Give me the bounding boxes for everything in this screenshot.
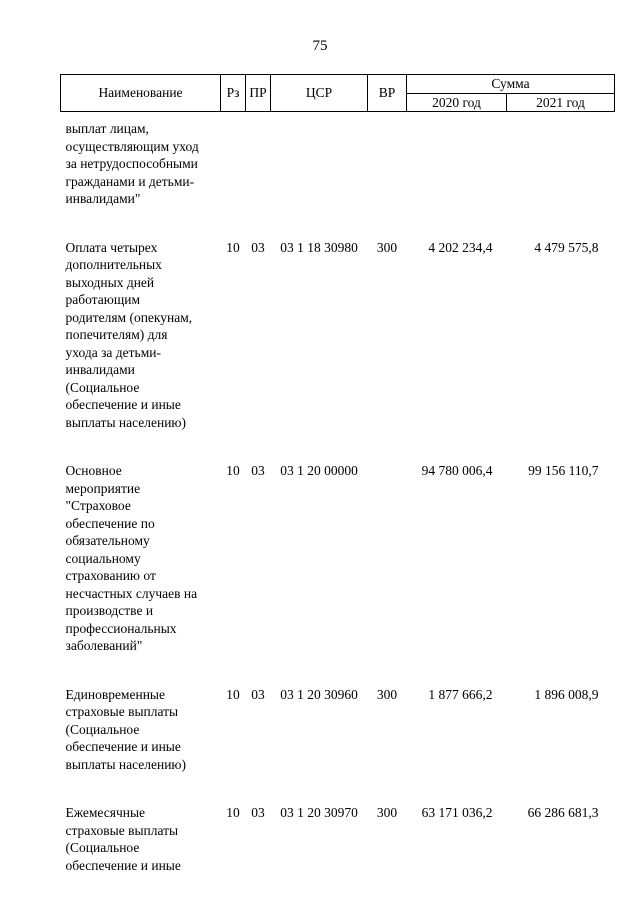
budget-table <box>60 74 615 905</box>
header-name: Наименование <box>61 75 221 112</box>
row-csr: 03 1 20 00000 <box>280 463 358 478</box>
row-sum-2021: 66 286 681,3 <box>527 805 599 820</box>
header-pr: ПР <box>246 75 271 112</box>
row-sum-2021: 99 156 110,7 <box>528 463 599 478</box>
header-csr: ЦСР <box>271 75 368 112</box>
row-name: Единовременные страховые выплаты (Социальное обеспечение и иные выплаты населению) <box>65 686 187 772</box>
row-name: Оплата четырех дополнительных выходных дней работающим родителям (опекунам, попечителям) для ухода за детьми- инвалидами (Социальное обеспечение и иные выплаты населению) <box>65 239 193 430</box>
row-rz: 10 <box>226 686 240 702</box>
row-sum-2020 <box>407 112 507 239</box>
header-year-2021: 2021 год <box>507 93 615 112</box>
row-rz <box>221 112 246 239</box>
row-name: выплат лицам, осуществляющим уход за нетрудоспособными гражданами и детьми- инвалидами" <box>65 121 199 206</box>
row-rz: 10 <box>226 463 240 478</box>
row-pr: 03 <box>251 686 265 702</box>
page-number: 75 <box>312 38 328 54</box>
row-sum-2020: 4 202 234,4 <box>428 239 493 255</box>
row-pr: 03 <box>251 239 265 255</box>
row-vr: 300 <box>376 686 398 702</box>
row-csr: 03 1 18 30980 <box>280 239 358 255</box>
row-rz: 10 <box>226 805 240 820</box>
row-pr: 03 <box>251 805 265 820</box>
row-csr <box>271 112 368 239</box>
table-row <box>61 686 615 805</box>
row-sum-2021: 1 896 008,9 <box>534 686 599 702</box>
row-csr: 03 1 20 30960 <box>280 686 358 702</box>
row-sum-2020: 94 780 006,4 <box>421 463 493 478</box>
row-vr: 300 <box>376 239 398 255</box>
row-vr <box>368 112 407 239</box>
row-rz: 10 <box>226 239 240 255</box>
row-sum-2020: 1 877 666,2 <box>428 686 493 702</box>
table-header <box>61 75 615 112</box>
header-sum: Сумма <box>407 75 615 94</box>
row-sum-2021 <box>507 112 615 239</box>
row-pr: 03 <box>251 463 265 478</box>
table-row <box>61 112 615 239</box>
row-sum-2021: 4 479 575,8 <box>534 239 599 255</box>
row-name: Основное мероприятие "Страховое обеспечение по обязательному социальному страхованию от несчастных случаев на производстве и профессиональных заболеваний" <box>65 463 198 653</box>
row-csr: 03 1 20 30970 <box>280 805 358 820</box>
header-year-2020: 2020 год <box>407 93 507 112</box>
row-sum-2020: 63 171 036,2 <box>421 805 493 820</box>
row-name: Ежемесячные страховые выплаты (Социальное обеспечение и иные <box>65 805 181 873</box>
header-rz: Рз <box>221 75 246 112</box>
table-row <box>61 804 615 905</box>
table-row <box>61 239 615 463</box>
row-vr: 300 <box>376 805 398 820</box>
table-row <box>61 462 615 686</box>
header-vr: ВР <box>368 75 407 112</box>
row-vr <box>368 462 407 686</box>
row-pr <box>246 112 271 239</box>
